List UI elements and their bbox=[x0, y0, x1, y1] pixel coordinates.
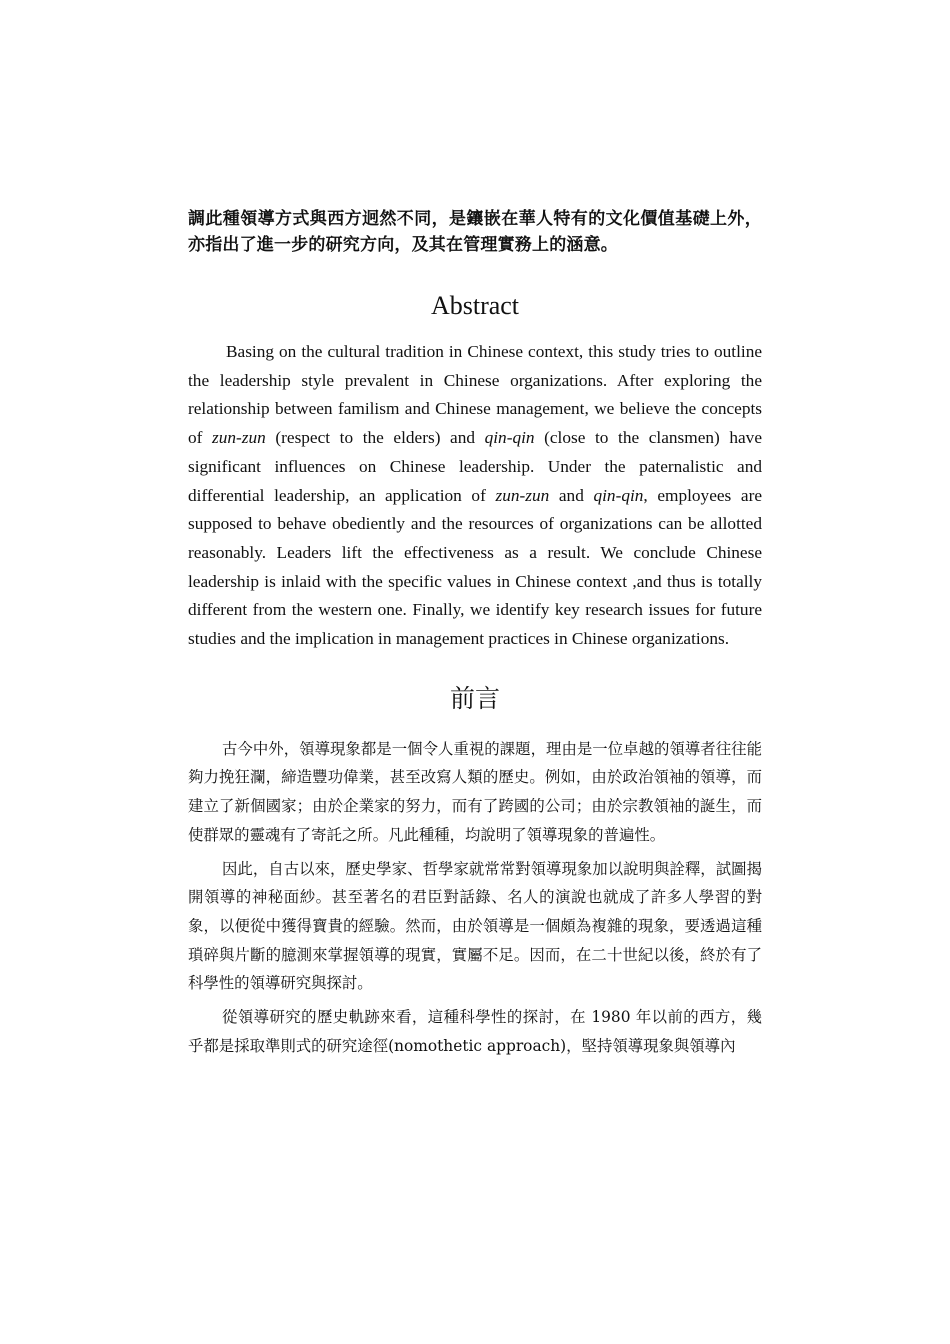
term-qin-qin: qin-qin bbox=[593, 485, 644, 505]
abstract-text-1: Basing on the cultural tradition in Chinese context, this study tries to outline the leadership style prevalent in Chinese organizations. After exploring the relationship between familism and Chinese management, we believe the concepts of bbox=[188, 342, 762, 448]
term-qin-qin: qin-qin bbox=[484, 428, 535, 448]
abstract-heading: Abstract bbox=[430, 291, 520, 320]
preface-heading: 前言 bbox=[449, 683, 500, 713]
abstract-text-4: and bbox=[549, 485, 594, 505]
preface-paragraph-1: 古今中外，領導現象都是一個令人重視的課題，理由是一位卓越的領導者往往能夠力挽狂瀾，締造豐功偉業，甚至改寫人類的歷史。例如，由於政治領袖的領導，而建立了新個國家；由於企業家的努力，而有了跨國的公司；由於宗教領袖的誕生，而使群眾的靈魂有了寄託之所。凡此種種，均說明了領導現象的普遍性。 bbox=[188, 739, 762, 844]
preface-paragraph-3: 從領導研究的歷史軌跡來看，這種科學性的探討，在 1980 年以前的西方，幾乎都是採取準則式的研究途徑(nomothetic approach)，堅持領導現象與領導內 bbox=[188, 1008, 762, 1055]
term-zun-zun: zun-zun bbox=[212, 428, 266, 448]
intro-continuation-text: 調此種領導方式與西方迥然不同，是鑲嵌在華人特有的文化價值基礎上外，亦指出了進一步的研究方向，及其在管理實務上的涵意。 bbox=[188, 209, 762, 255]
abstract-text-5: , employees are supposed to behave obediently and the resources of organizations can be allotted reasonably. Leaders lift the effectiveness as a result. We conclude Chinese leadership is inlaid with the specific values in Chinese context ,and thus is totally different from the western one. Finally, we identify key research issues for future studies and the implication in management practices in Chinese organizations. bbox=[188, 485, 762, 649]
abstract-text-3: (close to the clansmen) have significant influences on Chinese leadership. Under the paternalistic and differential leadership, an application of bbox=[188, 428, 762, 505]
abstract-text-2: (respect to the elders) and bbox=[265, 428, 485, 448]
paper-page bbox=[188, 206, 762, 1060]
preface-paragraph-2: 因此，自古以來，歷史學家、哲學家就常常對領導現象加以說明與詮釋，試圖揭開領導的神秘面紗。甚至著名的君臣對話錄、名人的演說也就成了許多人學習的對象，以便從中獲得寶貴的經驗。然而，由於領導是一個頗為複雜的現象，要透過這種瑣碎與片斷的臆測來掌握領導的現實，實屬不足。因而，在二十世紀以後，終於有了科學性的領導研究與探討。 bbox=[188, 859, 762, 993]
abstract-paragraph bbox=[188, 338, 762, 654]
term-zun-zun: zun-zun bbox=[495, 485, 550, 505]
